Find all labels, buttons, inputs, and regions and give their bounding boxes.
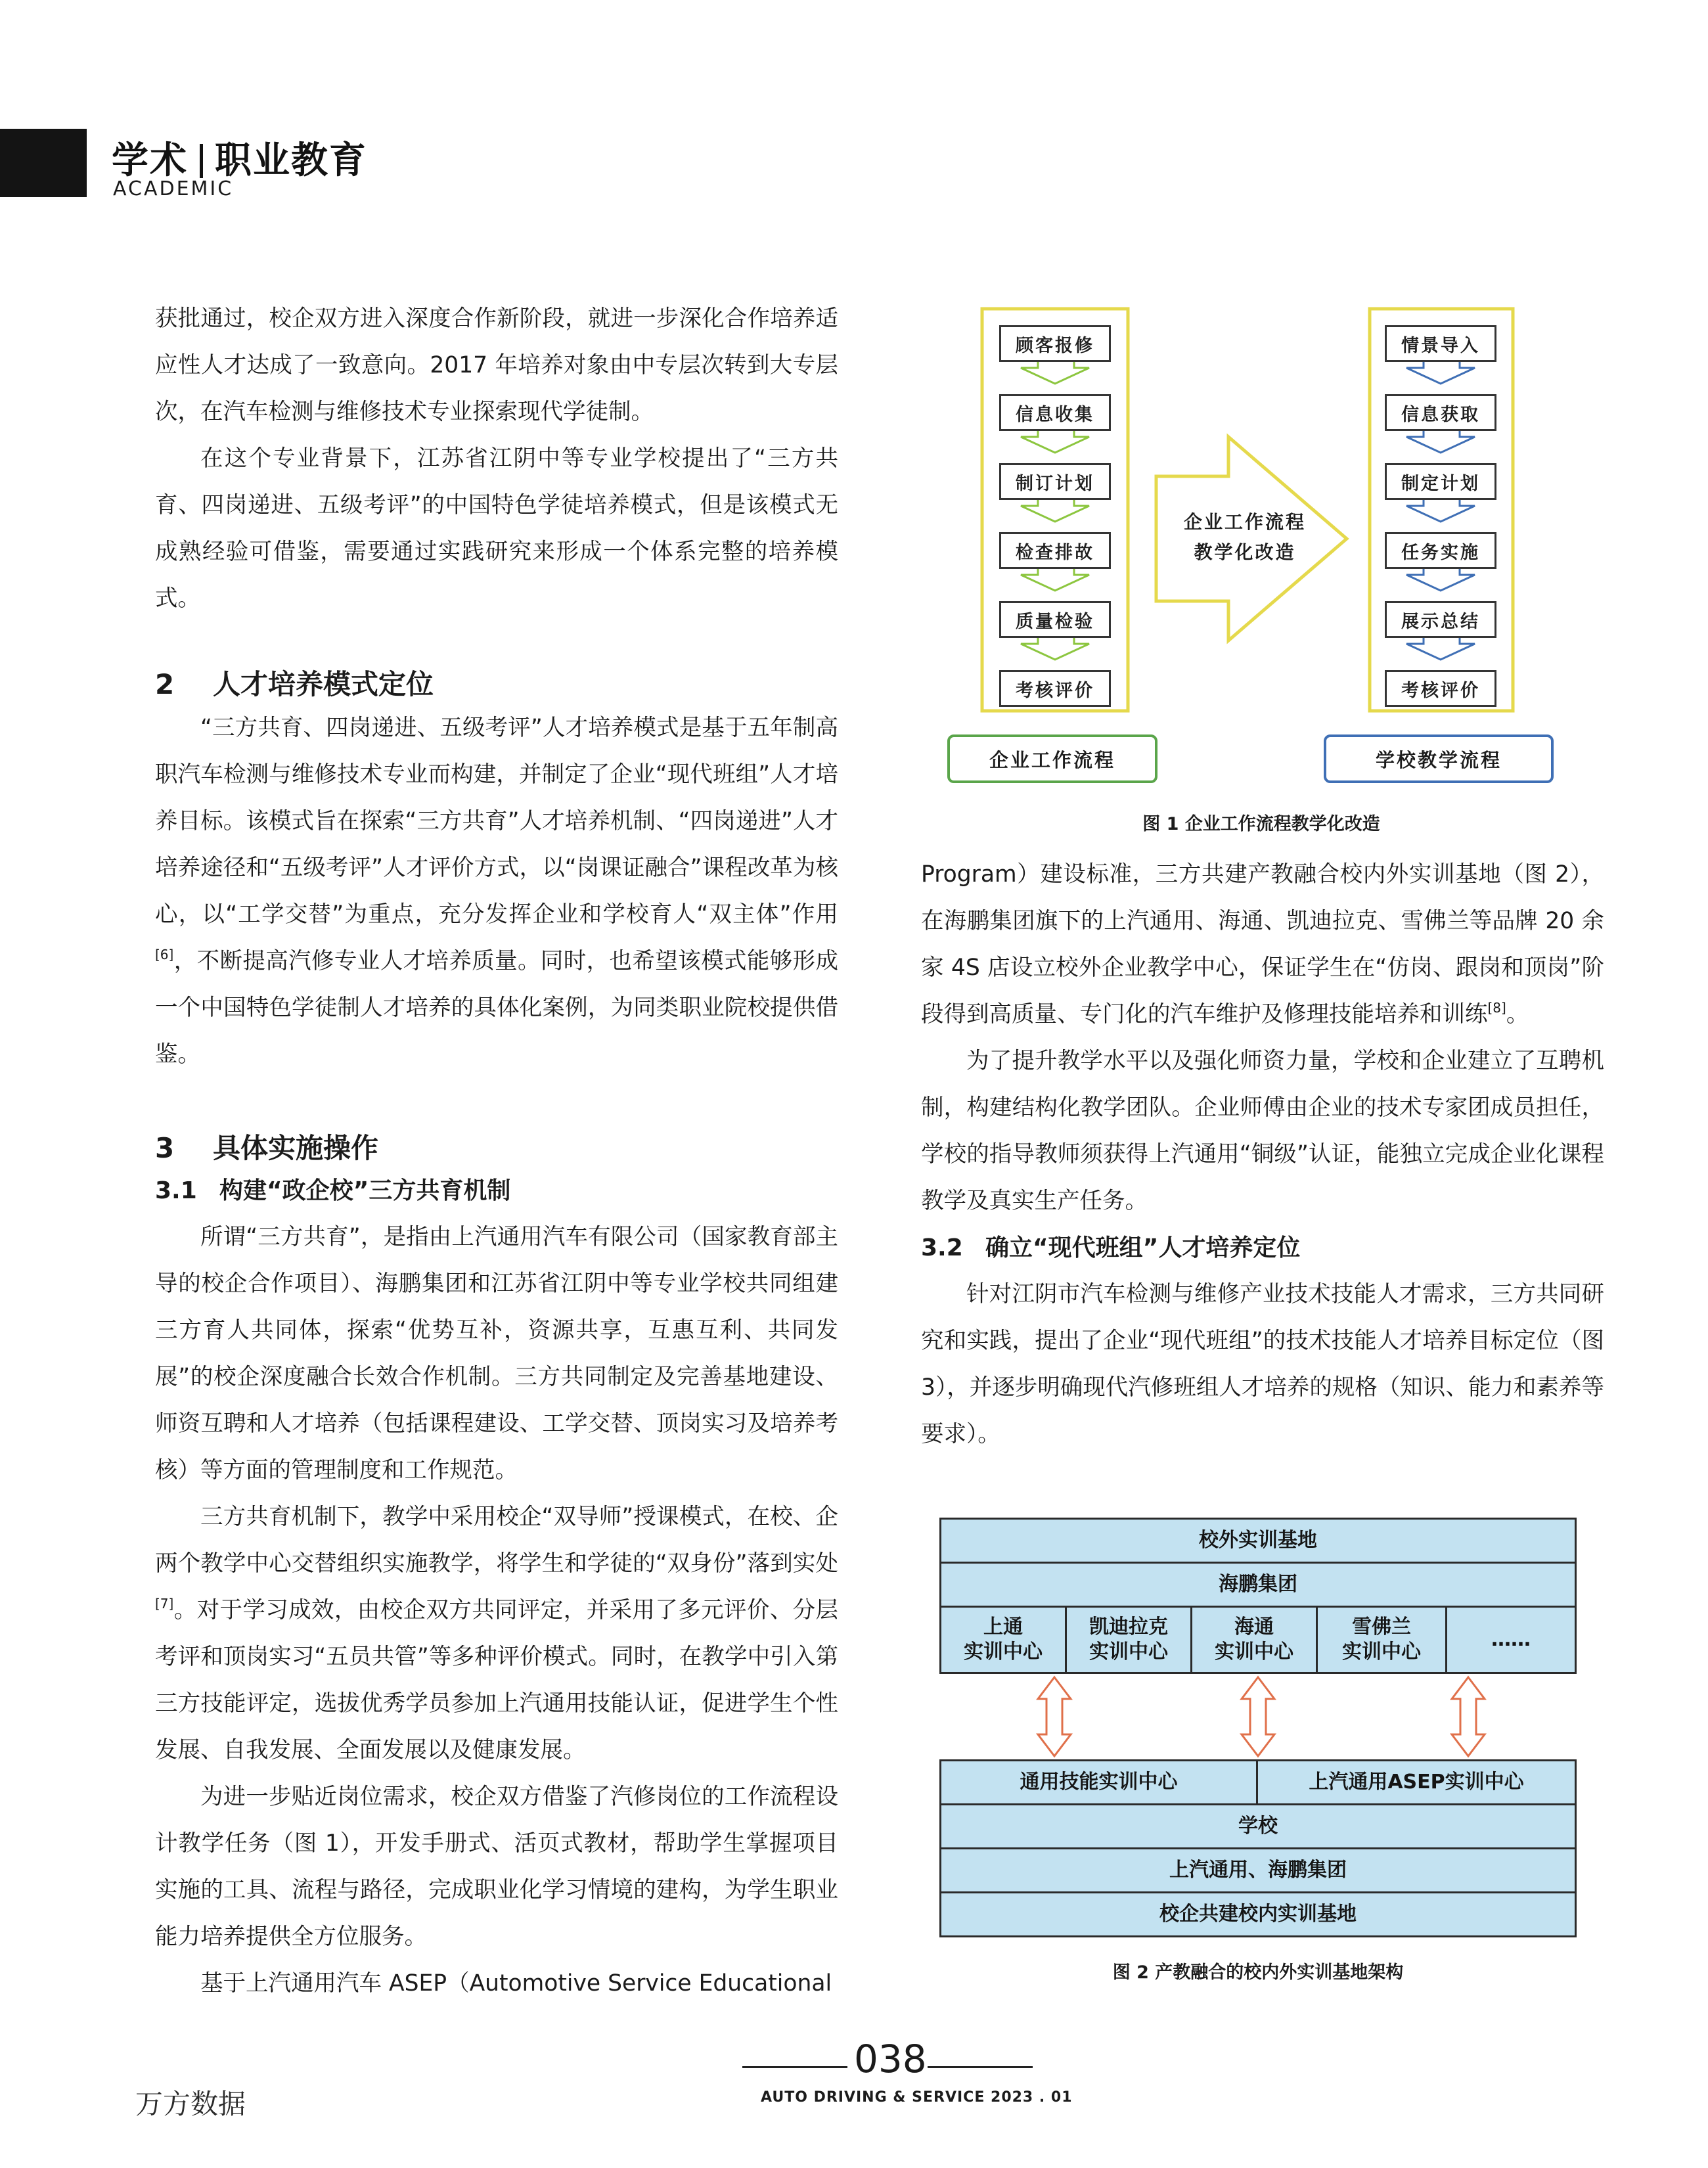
journal-name: AUTO DRIVING & SERVICE 2023 . 01 bbox=[761, 2089, 1073, 2106]
section-heading bbox=[155, 1129, 838, 1168]
school-step: 制定计划 bbox=[1385, 463, 1496, 500]
section-english-label: ACADEMIC bbox=[113, 177, 234, 200]
paragraph: 在这个专业背景下，江苏省江阴中等专业学校提出了“三方共育、四岗递进、五级考评”的中国特色学徒培养模式，但是该模式无成熟经验可借鉴，需要通过实践研究来形成一个体系完整的培养模式。 bbox=[155, 445, 838, 612]
page-number: 038 bbox=[854, 2037, 927, 2081]
enterprise-step: 制订计划 bbox=[999, 463, 1111, 500]
paragraph: 基于上汽通用汽车 ASEP（Automotive Service Educational bbox=[200, 1970, 832, 1997]
section-number: 2 bbox=[155, 668, 175, 700]
outer-base-box: 校外实训基地 bbox=[939, 1518, 1577, 1564]
section-marker-bar bbox=[0, 129, 87, 197]
figure-2 bbox=[939, 1518, 1577, 1977]
database-watermark: 万方数据 bbox=[135, 2088, 246, 2120]
section-number: 3 bbox=[155, 1132, 175, 1164]
paragraph bbox=[155, 705, 838, 1078]
section-heading bbox=[155, 665, 838, 704]
left-column-top bbox=[155, 296, 838, 622]
center-name: 海通 bbox=[1234, 1615, 1274, 1638]
group-box: 海鹏集团 bbox=[939, 1562, 1577, 1608]
subsection-heading bbox=[921, 1225, 1604, 1271]
section-name: 学术 bbox=[112, 139, 188, 182]
school-step: 情景导入 bbox=[1385, 325, 1496, 362]
enterprise-step: 检查排故 bbox=[999, 532, 1111, 569]
school-step: 展示总结 bbox=[1385, 601, 1496, 638]
center-box bbox=[1316, 1606, 1447, 1674]
paragraph-text: 。 bbox=[1506, 1001, 1529, 1028]
subsection-name: 职业教育 bbox=[215, 139, 367, 182]
center-type: 实训中心 bbox=[1342, 1640, 1421, 1663]
school-flow-label: 学校教学流程 bbox=[1324, 734, 1554, 783]
enterprise-step: 信息收集 bbox=[999, 394, 1111, 431]
center-name: 凯迪拉克 bbox=[1089, 1615, 1168, 1638]
section-title bbox=[112, 131, 367, 184]
school-box: 学校 bbox=[939, 1803, 1577, 1849]
section-3 bbox=[155, 1129, 838, 2007]
citation: [8] bbox=[1487, 1000, 1506, 1016]
transform-label-line: 教学化改造 bbox=[1194, 541, 1296, 563]
center-name: 上通 bbox=[983, 1615, 1023, 1638]
center-box-more bbox=[1445, 1606, 1577, 1674]
school-step: 考核评价 bbox=[1385, 670, 1496, 707]
double-arrow bbox=[1452, 1677, 1485, 1756]
center-type: 实训中心 bbox=[964, 1640, 1043, 1663]
double-arrow bbox=[1242, 1677, 1274, 1756]
enterprise-step: 顾客报修 bbox=[999, 325, 1111, 362]
section-heading-text: 具体实施操作 bbox=[213, 1132, 379, 1164]
enterprise-step: 质量检验 bbox=[999, 601, 1111, 638]
center-type: 实训中心 bbox=[1215, 1640, 1293, 1663]
paragraph-text: Program）建设标准，三方共建产教融合校内外实训基地（图 2），在海鹏集团旗下的上汽通用、海通、凯迪拉克、雪佛兰等品牌 20 余家 4S 店设立校外企业教学中心，保证学生在“仿岗、跟岗和顶岗”阶段得到高质量、专门化的汽车维护及修理技能培养和训练 bbox=[921, 861, 1604, 1028]
center-name: …… bbox=[1491, 1628, 1531, 1651]
paragraph: 获批通过，校企双方进入深度合作新阶段，就进一步深化合作培养适应性人才达成了一致意向。2017 年培养对象由中专层次转到大专层次，在汽车检测与维修技术专业探索现代学徒制。 bbox=[155, 305, 838, 425]
center-box bbox=[939, 1606, 1067, 1674]
paragraph: 为了提升教学水平以及强化师资力量，学校和企业建立了互聘机制，构建结构化教学团队。企业师傅由企业的技术专家团成员担任，学校的指导教师须获得上汽通用“铜级”认证，能独立完成企业化课程教学及真实生产任务。 bbox=[921, 1048, 1604, 1214]
link-arrows bbox=[939, 1674, 1577, 1759]
paragraph: 针对江阴市汽车检测与维修产业技术技能人才需求，三方共同研究和实践，提出了企业“现代班组”的技术技能人才培养目标定位（图 3），并逐步明确现代汽修班组人才培养的规格（知识、能力和素养等要求）。 bbox=[921, 1281, 1604, 1447]
subsection-number: 3.2 bbox=[921, 1234, 963, 1261]
figure-1 bbox=[939, 296, 1583, 802]
footer-rule-right bbox=[928, 2066, 1033, 2068]
paragraph-text: ，不断提高汽修专业人才培养质量。同时，也希望该模式能够形成一个中国特色学徒制人才培养的具体化案例，为同类职业院校提供借鉴。 bbox=[155, 948, 838, 1068]
enterprise-step: 考核评价 bbox=[999, 670, 1111, 707]
paragraph: 为进一步贴近岗位需求，校企双方借鉴了汽修岗位的工作流程设计教学任务（图 1），开发手册式、活页式教材，帮助学生掌握项目实施的工具、流程与路径，完成职业化学习情境的建构，为学生职业能力培养提供全方位服务。 bbox=[155, 1784, 838, 1950]
paragraph-text: “三方共育、四岗递进、五级考评”人才培养模式是基于五年制高职汽车检测与维修技术专业而构建，并制定了企业“现代班组”人才培养目标。该模式旨在探索“三方共育”人才培养机制、“四岗递进”人才培养途径和“五级考评”人才评价方式，以“岗课证融合”课程改革为核心，以“工学交替”为重点，充分发挥企业和学校育人“双主体”作用 bbox=[155, 715, 838, 928]
subsection-heading-text: 构建“政企校”三方共育机制 bbox=[219, 1177, 511, 1204]
figure-2-caption: 图 2 产教融合的校内外实训基地架构 bbox=[1112, 1962, 1404, 1983]
double-arrow bbox=[1038, 1677, 1071, 1756]
paragraph-text: 三方共育机制下，教学中采用校企“双导师”授课模式，在校、企两个教学中心交替组织实施教学，将学生和学徒的“双身份”落到实处 bbox=[155, 1504, 838, 1577]
center-box bbox=[1065, 1606, 1192, 1674]
citation: [7] bbox=[155, 1596, 174, 1612]
section-2 bbox=[155, 665, 838, 1078]
school-step: 信息获取 bbox=[1385, 394, 1496, 431]
school-step: 任务实施 bbox=[1385, 532, 1496, 569]
figure-1-caption: 图 1 企业工作流程教学化改造 bbox=[1142, 814, 1380, 834]
center-type: 实训中心 bbox=[1089, 1640, 1168, 1663]
footer-rule-left bbox=[742, 2066, 847, 2068]
paragraph-text: 。对于学习成效，由校企双方共同评定，并采用了多元评价、分层考评和顶岗实习“五员共管”等多种评价模式。同时，在教学中引入第三方技能评定，选拔优秀学员参加上汽通用技能认证，促进学生个性发展、自我发展、全面发展以及健康发展。 bbox=[155, 1597, 838, 1763]
transform-label-line: 企业工作流程 bbox=[1183, 511, 1306, 533]
center-box bbox=[1190, 1606, 1318, 1674]
transform-arrow-label bbox=[1166, 507, 1324, 568]
title-separator bbox=[200, 144, 203, 178]
paragraph bbox=[155, 1494, 838, 1774]
inner-center-box: 上汽通用ASEP实训中心 bbox=[1256, 1759, 1577, 1805]
partners-box: 上汽通用、海鹏集团 bbox=[939, 1847, 1577, 1893]
right-column bbox=[921, 851, 1604, 1458]
subsection-number: 3.1 bbox=[155, 1177, 197, 1204]
subsection-heading-text: 确立“现代班组”人才培养定位 bbox=[985, 1234, 1301, 1261]
section-heading-text: 人才培养模式定位 bbox=[213, 668, 434, 700]
paragraph bbox=[921, 851, 1604, 1038]
paragraph: 所谓“三方共育”，是指由上汽通用汽车有限公司（国家教育部主导的校企合作项目）、海鹏集团和江苏省江阴中等专业学校共同组建三方育人共同体，探索“优势互补，资源共享，互惠互利、共同发展”的校企深度融合长效合作机制。三方共同制定及完善基地建设、师资互聘和人才培养（包括课程建设、工学交替、顶岗实习及培养考核）等方面的管理制度和工作规范。 bbox=[155, 1224, 838, 1483]
citation: [6] bbox=[155, 947, 174, 962]
subsection-heading bbox=[155, 1168, 838, 1214]
inner-base-box: 校企共建校内实训基地 bbox=[939, 1891, 1577, 1937]
enterprise-flow-label: 企业工作流程 bbox=[947, 734, 1157, 783]
center-name: 雪佛兰 bbox=[1352, 1615, 1411, 1638]
inner-center-box: 通用技能实训中心 bbox=[939, 1759, 1258, 1805]
